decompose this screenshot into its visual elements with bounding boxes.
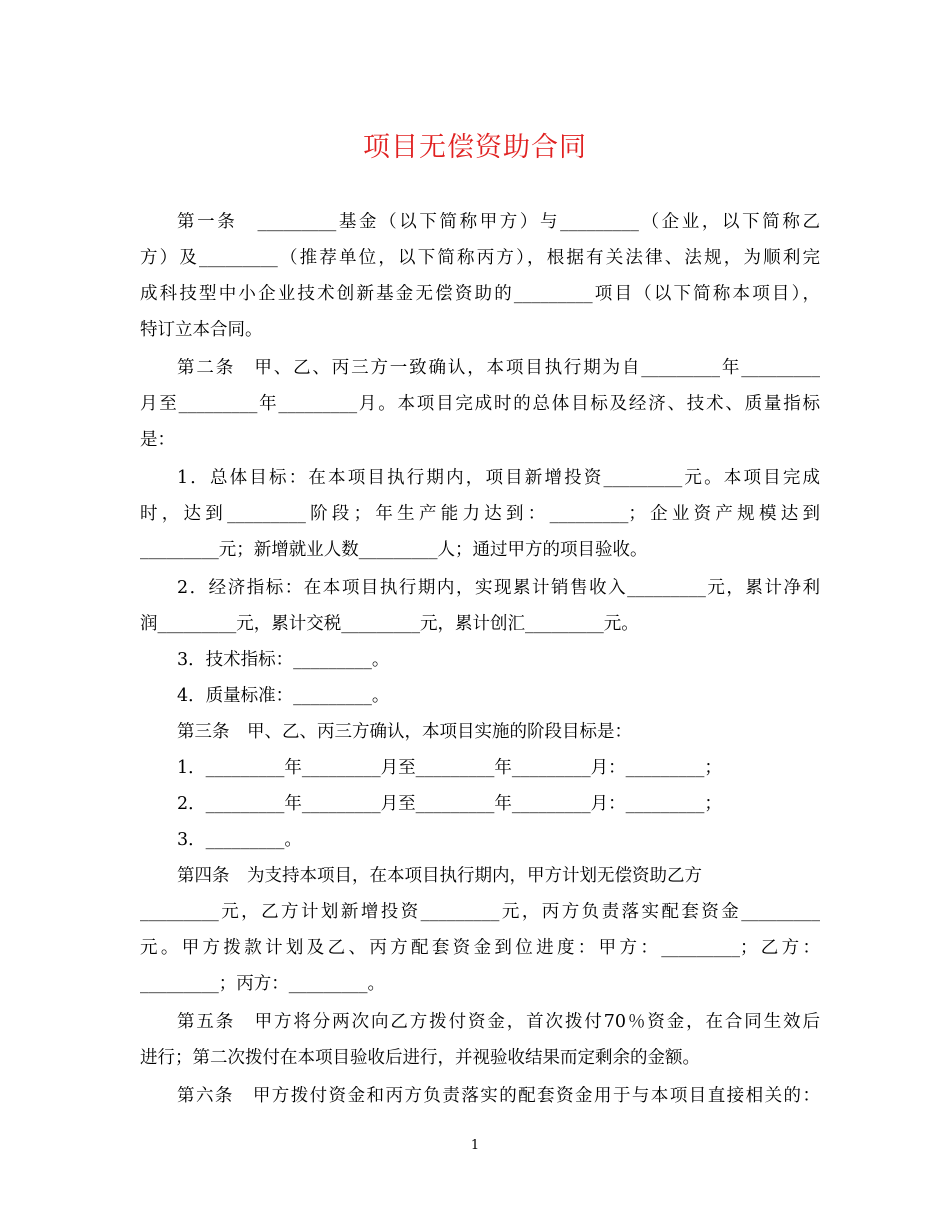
paragraph-line: 元。甲方拨款计划及乙、丙方配套资金到位进度：甲方：_________；乙方： [140, 938, 820, 958]
paragraph-line: 2．_________年_________月至_________年_________月：_________； [177, 794, 722, 814]
paragraph-line: 进行；第二次拨付在本项目验收后进行，并视验收结果而定剩余的金额。 [140, 1048, 700, 1068]
paragraph-line: 特订立本合同。 [140, 320, 263, 340]
paragraph-line: 第一条 _________基金（以下简称甲方）与_________（企业，以下简称乙 [177, 212, 820, 232]
paragraph-line: 月至_________年_________月。本项目完成时的总体目标及经济、技术、质量指标 [140, 394, 820, 414]
paragraph-line: 3．_________。 [177, 830, 302, 850]
paragraph-line: 第二条 甲、乙、丙三方一致确认，本项目执行期为自_________年_________ [177, 358, 820, 378]
paragraph-line: 第三条 甲、乙、丙三方确认，本项目实施的阶段目标是： [177, 722, 632, 742]
paragraph-line: 成科技型中小企业技术创新基金无偿资助的_________项目（以下简称本项目）， [140, 284, 820, 304]
paragraph-line: 1．总体目标：在本项目执行期内，项目新增投资_________元。本项目完成 [177, 468, 820, 488]
page-number: 1 [470, 1138, 480, 1153]
paragraph-line: _________元，乙方计划新增投资_________元，丙方负责落实配套资金_________ [140, 902, 820, 922]
paragraph-line: 1．_________年_________月至_________年_________月：_________； [177, 758, 722, 778]
paragraph-line: _________元；新增就业人数_________人；通过甲方的项目验收。 [140, 540, 648, 560]
paragraph-line: 方）及_________（推荐单位，以下简称丙方），根据有关法律、法规，为顺利完 [140, 248, 820, 268]
paragraph-line: 时，达到_________阶段；年生产能力达到：_________；企业资产规模达到 [140, 504, 820, 524]
paragraph-line: _________；丙方：_________。 [140, 974, 385, 994]
paragraph-line: 润_________元，累计交税_________元，累计创汇_________元。 [140, 614, 639, 634]
paragraph-line: 2．经济指标：在本项目执行期内，实现累计销售收入_________元，累计净利 [177, 578, 820, 598]
paragraph-line: 第六条 甲方拨付资金和丙方负责落实的配套资金用于与本项目直接相关的： [177, 1086, 820, 1106]
paragraph-line: 4．质量标准：_________。 [177, 686, 390, 706]
paragraph-line: 是： [140, 430, 175, 450]
contract-title: 项目无偿资助合同 [363, 132, 587, 163]
paragraph-line: 第四条 为支持本项目，在本项目执行期内，甲方计划无偿资助乙方 [177, 866, 702, 886]
paragraph-line: 第五条 甲方将分两次向乙方拨付资金，首次拨付70％资金，在合同生效后 [177, 1012, 820, 1032]
paragraph-line: 3．技术指标：_________。 [177, 650, 390, 670]
